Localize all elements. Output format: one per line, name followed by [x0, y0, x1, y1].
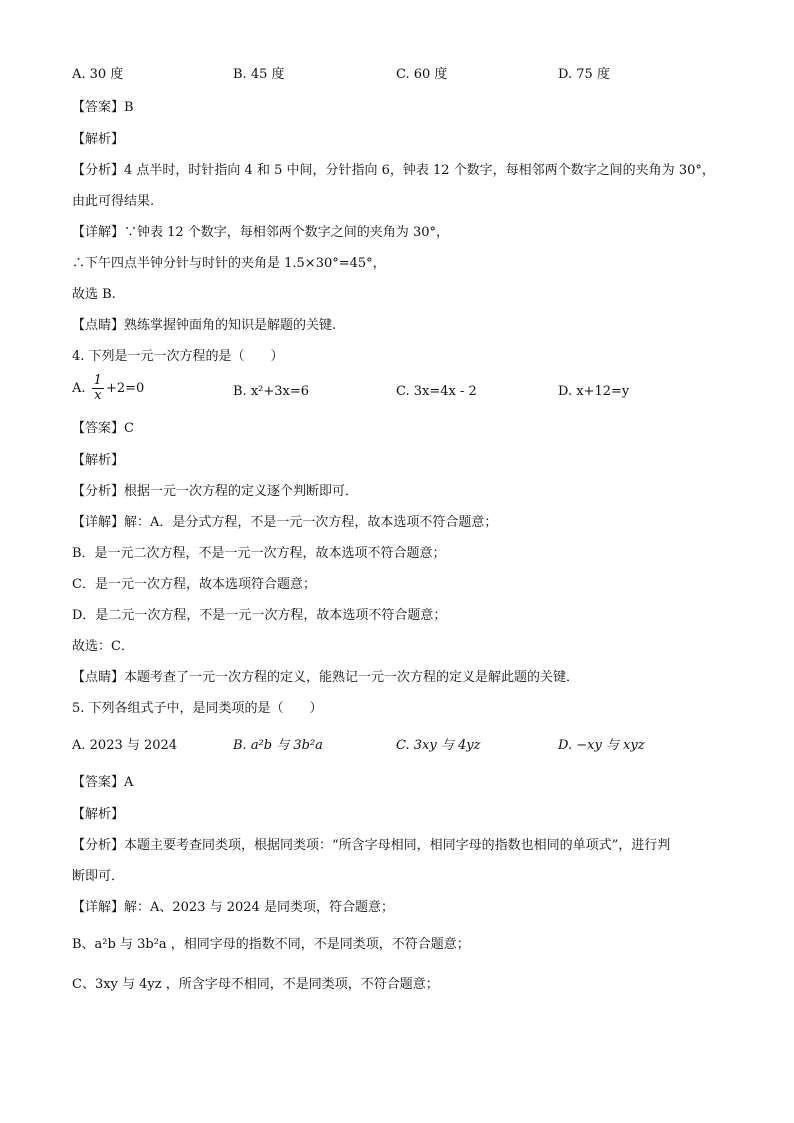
q5-analysis-heading: 【解析】: [72, 807, 125, 822]
q3-dianjing: 【点睛】熟练掌握钟面角的知识是解题的关键.: [72, 318, 337, 333]
q3-option-a: A. 30 度: [72, 67, 124, 82]
q4-option-a: [72, 374, 144, 403]
q3-answer: 【答案】B: [72, 100, 134, 115]
q4-detail-line-3: C．是一元一次方程，故本选项符合题意；: [72, 577, 316, 592]
q4-option-a-numerator: 1: [93, 373, 102, 388]
q5-answer: 【答案】A: [72, 775, 134, 790]
q4-stem: 4. 下列是一元一次方程的是（ ）: [72, 349, 284, 364]
q4-detail-line-1: 【详解】解：A．是分式方程，不是一元一次方程，故本选项不符合题意；: [72, 515, 498, 530]
q4-option-a-rest: +2=0: [105, 381, 145, 396]
q3-option-d: D. 75 度: [558, 67, 610, 82]
q3-option-c: C. 60 度: [396, 67, 448, 82]
q4-dianjing: 【点睛】本题考查了一元一次方程的定义，能熟记一元一次方程的定义是解此题的关键．: [72, 670, 580, 685]
q3-analysis-heading: 【解析】: [72, 132, 125, 147]
q4-option-c: C. 3x=4x - 2: [396, 384, 477, 399]
q5-detail-line-2: B、a²b 与 3b²a ，相同字母的指数不同，不是同类项，不符合题意；: [72, 937, 470, 952]
q4-detail-line-4: D．是二元一次方程，不是一元一次方程，故本选项不符合题意；: [72, 608, 447, 623]
q5-detail-line-3: C、3xy 与 4yz ，所含字母不相同，不是同类项，不符合题意；: [72, 977, 439, 992]
q3-fenxi-line-2: 由此可得结果.: [72, 194, 155, 209]
q4-fenxi: 【分析】根据一元一次方程的定义逐个判断即可．: [72, 484, 359, 499]
q5-fenxi-line-1: 【分析】本题主要考查同类项，根据同类项：“所含字母相同，相同字母的指数也相同的单项式”，进行判: [72, 838, 671, 853]
q3-detail-line-1: 【详解】∵钟表 12 个数字，每相邻两个数字之间的夹角为 30°，: [72, 225, 449, 240]
q4-option-b: B. x²+3x=6: [233, 384, 310, 399]
q4-analysis-heading: 【解析】: [72, 453, 125, 468]
q5-option-d: D. −xy 与 xyz: [558, 738, 645, 753]
q4-option-a-denominator: x: [94, 388, 102, 403]
q4-option-a-prefix: A.: [72, 381, 86, 396]
q4-answer: 【答案】C: [72, 421, 134, 436]
q5-fenxi-line-2: 断即可．: [72, 869, 125, 884]
q4-option-d: D. x+12=y: [558, 384, 630, 399]
q5-option-c: C. 3xy 与 4yz: [396, 738, 481, 753]
q4-option-a-fraction: [92, 374, 104, 403]
q5-option-b: B. a²b 与 3b²a: [233, 738, 323, 753]
q3-fenxi-line-1: 【分析】4 点半时，时针指向 4 和 5 中间，分针指向 6，钟表 12 个数字，每相邻两个数字之间的夹角为 30°，: [72, 163, 715, 178]
q4-detail-line-2: B．是一元二次方程，不是一元一次方程，故本选项不符合题意；: [72, 546, 446, 561]
q4-detail-line-5: 故选：C．: [72, 639, 134, 654]
q3-detail-line-2: ∴下午四点半钟分针与时针的夹角是 1.5×30°=45°，: [72, 256, 386, 271]
q5-stem: 5. 下列各组式子中，是同类项的是（ ）: [72, 701, 323, 716]
q5-option-a: A. 2023 与 2024: [72, 738, 178, 753]
q3-option-b: B. 45 度: [233, 67, 285, 82]
q3-detail-line-3: 故选 B.: [72, 287, 116, 302]
q5-detail-line-1: 【详解】解：A、2023 与 2024 是同类项，符合题意；: [72, 900, 394, 915]
